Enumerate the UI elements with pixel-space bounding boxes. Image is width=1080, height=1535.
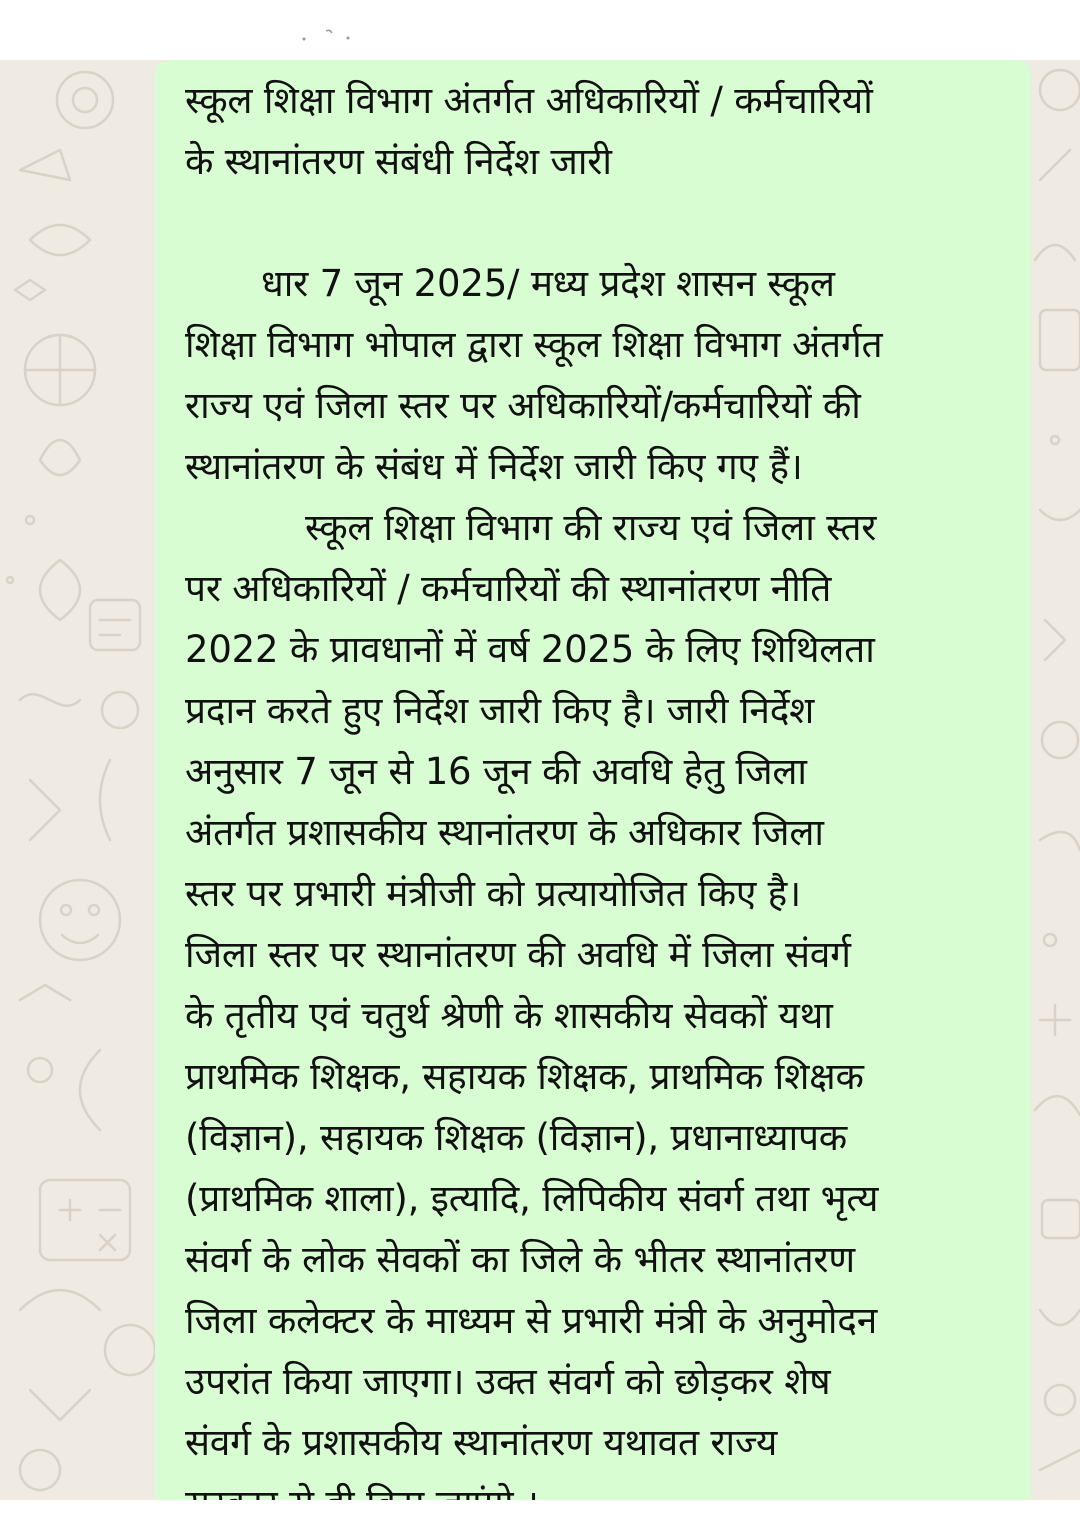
message-line: के तृतीय एवं चतुर्थ श्रेणी के शासकीय सेवकों यथा [185,994,833,1037]
message-line: (विज्ञान), सहायक शिक्षक (विज्ञान), प्रधानाध्यापक [185,1116,847,1159]
message-line: प्राथमिक शिक्षक, सहायक शिक्षक, प्राथमिक शिक्षक [185,1055,864,1098]
message-line: उपरांत किया जाएगा। उक्त संवर्ग को छोड़कर शेष [185,1360,831,1403]
message-line: जिला कलेक्टर के माध्यम से प्रभारी मंत्री के अनुमोदन [185,1299,878,1342]
message-title-line-2: के स्थानांतरण संबंधी निर्देश जारी [185,140,612,183]
message-line: राज्य एवं जिला स्तर पर अधिकारियों/कर्मचारियों की [185,384,861,427]
status-bar-fragment [300,28,360,40]
message-line: पर अधिकारियों / कर्मचारियों की स्थानांतरण नीति [185,567,832,610]
message-line: धार 7 जून 2025/ मध्य प्रदेश शासन स्कूल [261,262,835,305]
bottom-strip [0,1500,1080,1535]
message-blank-line [185,192,1031,253]
message-title-line-1: स्कूल शिक्षा विभाग अंतर्गत अधिकारियों / कर्मचारियों [185,79,873,122]
message-line: (प्राथमिक शाला), इत्यादि, लिपिकीय संवर्ग तथा भृत्य [185,1177,879,1220]
message-line: स्कूल शिक्षा विभाग की राज्य एवं जिला स्तर [305,506,877,549]
message-line: 2022 के प्रावधानों में वर्ष 2025 के लिए शिथिलता [185,628,875,671]
message-bubble[interactable] [155,60,1031,1500]
message-line: प्रदान करते हुए निर्देश जारी किए है। जारी निर्देश [185,689,815,732]
message-line: संवर्ग के प्रशासकीय स्थानांतरण यथावत राज्य [185,1421,778,1464]
message-line: जिला स्तर पर स्थानांतरण की अवधि में जिला संवर्ग [185,933,851,976]
message-line: अनुसार 7 जून से 16 जून की अवधि हेतु जिला [185,750,807,793]
message-line: शिक्षा विभाग भोपाल द्वारा स्कूल शिक्षा विभाग अंतर्गत [185,323,883,366]
message-line: स्तर पर प्रभारी मंत्रीजी को प्रत्यायोजित किए है। [185,872,801,915]
message-line: स्थानांतरण के संबंध में निर्देश जारी किए गए हैं। [185,445,803,488]
message-line: अंतर्गत प्रशासकीय स्थानांतरण के अधिकार जिला [185,811,824,854]
message-line: संवर्ग के लोक सेवकों का जिले के भीतर स्थानांतरण [185,1238,855,1281]
